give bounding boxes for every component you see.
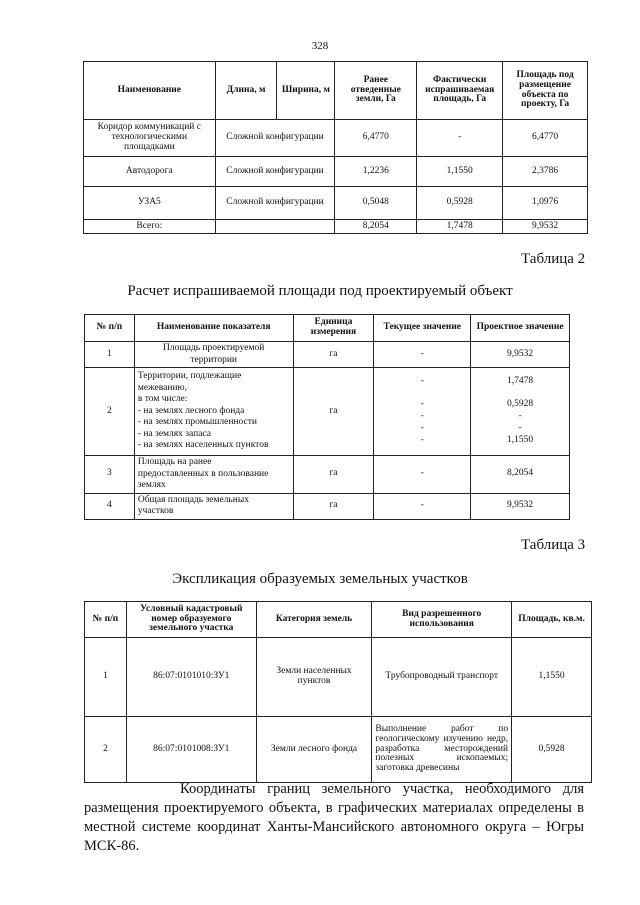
t1-total-project: 9,9532 xyxy=(503,220,588,234)
table3-title: Экспликация образуемых земельных участков xyxy=(172,571,468,587)
t1-row-project: 6,4770 xyxy=(503,120,588,157)
t1-total-prev: 8,2054 xyxy=(335,220,417,234)
t1-row-name: Автодорога xyxy=(84,157,216,187)
t1-header-project: Площадь под размещение объекта по проекту, Га xyxy=(503,62,588,120)
t2-row-project: 8,2054 xyxy=(471,456,570,494)
t2-indicator-line: - на землях промышленности xyxy=(137,417,257,428)
t2-indicator-line: предоставленных в пользование xyxy=(137,468,269,479)
t2-row-current: - xyxy=(374,456,471,494)
area-calculation-table xyxy=(84,314,570,520)
t2-project-line: - xyxy=(518,423,522,433)
table-row xyxy=(85,456,570,494)
table-row xyxy=(85,493,570,519)
t1-row-name: УЗА5 xyxy=(84,187,216,220)
t2-current-line xyxy=(377,389,467,399)
t3-header-category: Категория земель xyxy=(256,602,372,638)
land-allocation-table xyxy=(83,61,588,234)
t3-header-area: Площадь, кв.м. xyxy=(512,602,592,638)
t1-header-prev: Ранее отведенные земли, Га xyxy=(335,62,417,120)
t3-header-use: Вид разрешенного использования xyxy=(372,602,512,638)
table2-label: Таблица 2 xyxy=(521,251,586,267)
t3-row-cadastral: 86:07:0101008:ЗУ1 xyxy=(126,717,256,783)
coordinates-paragraph xyxy=(84,780,584,856)
t2-project-line: 1,7478 xyxy=(507,376,534,386)
table-row xyxy=(85,717,592,783)
t2-current-line: - xyxy=(420,411,424,421)
t2-indicator-line: Площадь проектируемой xyxy=(162,343,265,353)
t1-row-project: 2,3786 xyxy=(503,157,588,187)
t2-indicator-line: Общая площадь земельных xyxy=(137,494,249,505)
t2-row-indicator xyxy=(134,456,293,494)
table-row xyxy=(84,120,588,157)
table-row xyxy=(85,368,570,456)
t1-row-actual: - xyxy=(417,120,503,157)
t3-row-area: 0,5928 xyxy=(512,717,592,783)
page-number: 328 xyxy=(311,40,329,52)
t1-row-actual: 1,1550 xyxy=(417,157,503,187)
t2-indicator-line: Площадь на ранее xyxy=(137,457,212,467)
t1-row-dims: Сложной конфигурации xyxy=(215,187,335,220)
t2-row-project xyxy=(471,368,570,456)
t1-header-actual: Фактически испрашиваемая площадь, Га xyxy=(417,62,503,120)
t2-header-unit: Единица измерения xyxy=(293,315,374,342)
t3-row-use: Выполнение работ по геологическому изучению недр, разработка месторождений полезных ископаемых; заготовка древесины xyxy=(372,717,512,783)
t2-row-current xyxy=(374,368,471,456)
t1-row-name: Коридор коммуникаций с технологическими площадками xyxy=(84,120,216,157)
t2-row-num: 3 xyxy=(85,456,135,494)
t1-row-dims: Сложной конфигурации xyxy=(215,157,335,187)
t2-current-line: - xyxy=(420,376,424,386)
t2-indicator-line: - на землях запаса xyxy=(137,428,211,439)
t1-total-actual: 1,7478 xyxy=(417,220,503,234)
t2-row-unit: га xyxy=(293,342,374,368)
t2-current-line: - xyxy=(420,399,424,409)
t2-project-line xyxy=(474,389,566,399)
t2-row-unit: га xyxy=(293,493,374,519)
t2-indicator-line: - на землях лесного фонда xyxy=(137,405,245,416)
t3-header-cadastral: Условный кадастровый номер образуемого земельного участка xyxy=(126,602,256,638)
t3-row-category: Земли лесного фонда xyxy=(256,717,372,783)
t1-row-prev: 1,2236 xyxy=(335,157,417,187)
t2-indicator-line: Территории, подлежащие xyxy=(137,371,242,382)
t1-row-prev: 6,4770 xyxy=(335,120,417,157)
t1-row-prev: 0,5048 xyxy=(335,187,417,220)
t2-indicator-line: территории xyxy=(190,354,238,365)
t2-header-num: № п/п xyxy=(85,315,135,342)
t2-row-num: 4 xyxy=(85,493,135,519)
t1-total-empty xyxy=(215,220,335,234)
t2-indicator-line: участков xyxy=(137,506,174,516)
t1-row-actual: 0,5928 xyxy=(417,187,503,220)
table2-title: Расчет испрашиваемой площади под проектируемый объект xyxy=(127,283,513,299)
table-total-row xyxy=(84,220,588,234)
table-row xyxy=(85,342,570,368)
t2-row-unit: га xyxy=(293,368,374,456)
t2-header-project: Проектное значение xyxy=(471,315,570,342)
t3-row-num: 1 xyxy=(85,638,127,717)
t2-row-indicator xyxy=(134,368,293,456)
t2-row-current: - xyxy=(374,493,471,519)
t2-header-current: Текущее значение xyxy=(374,315,471,342)
t2-row-indicator xyxy=(134,493,293,519)
t1-row-dims: Сложной конфигурации xyxy=(215,120,335,157)
t3-row-area: 1,1550 xyxy=(512,638,592,717)
t3-row-num: 2 xyxy=(85,717,127,783)
paragraph-text: Координаты границ земельного участка, необходимого для размещения проектируемого объекта, в графических материалах определены в местной системе координат Ханты-Мансийского автономного округа – Югры МСК-86. xyxy=(84,781,584,854)
t3-header-num: № п/п xyxy=(85,602,127,638)
t2-row-current: - xyxy=(374,342,471,368)
t2-row-num: 1 xyxy=(85,342,135,368)
t1-header-length: Длина, м xyxy=(215,62,277,120)
t2-row-num: 2 xyxy=(85,368,135,456)
t2-project-line: - xyxy=(518,411,522,421)
t2-current-line: - xyxy=(420,435,424,445)
t2-row-project: 9,9532 xyxy=(471,342,570,368)
land-plots-explication-table xyxy=(84,601,592,783)
t2-indicator-line: в том числе: xyxy=(137,394,188,405)
table3-label: Таблица 3 xyxy=(521,537,586,553)
t2-project-line: 0,5928 xyxy=(507,399,534,409)
t2-row-unit: га xyxy=(293,456,374,494)
t2-indicator-line: межеванию, xyxy=(137,382,187,393)
t1-total-label: Всего: xyxy=(84,220,216,234)
table-row xyxy=(84,187,588,220)
t3-row-cadastral: 86:07:0101010:ЗУ1 xyxy=(126,638,256,717)
t3-row-use: Трубопроводный транспорт xyxy=(372,638,512,717)
t2-project-line: 1,1550 xyxy=(507,435,534,445)
t2-row-project: 9,9532 xyxy=(471,493,570,519)
t1-header-width: Ширина, м xyxy=(277,62,335,120)
t3-row-category: Земли населенных пунктов xyxy=(256,638,372,717)
t2-indicator-line: - на землях населенных пунктов xyxy=(137,440,269,451)
table-row xyxy=(85,638,592,717)
t2-indicator-line: землях xyxy=(137,480,166,490)
t1-row-project: 1,0976 xyxy=(503,187,588,220)
t2-row-indicator xyxy=(134,342,293,368)
t2-current-line: - xyxy=(420,423,424,433)
t2-header-indicator: Наименование показателя xyxy=(134,315,293,342)
t1-header-name: Наименование xyxy=(84,62,216,120)
table-row xyxy=(84,157,588,187)
